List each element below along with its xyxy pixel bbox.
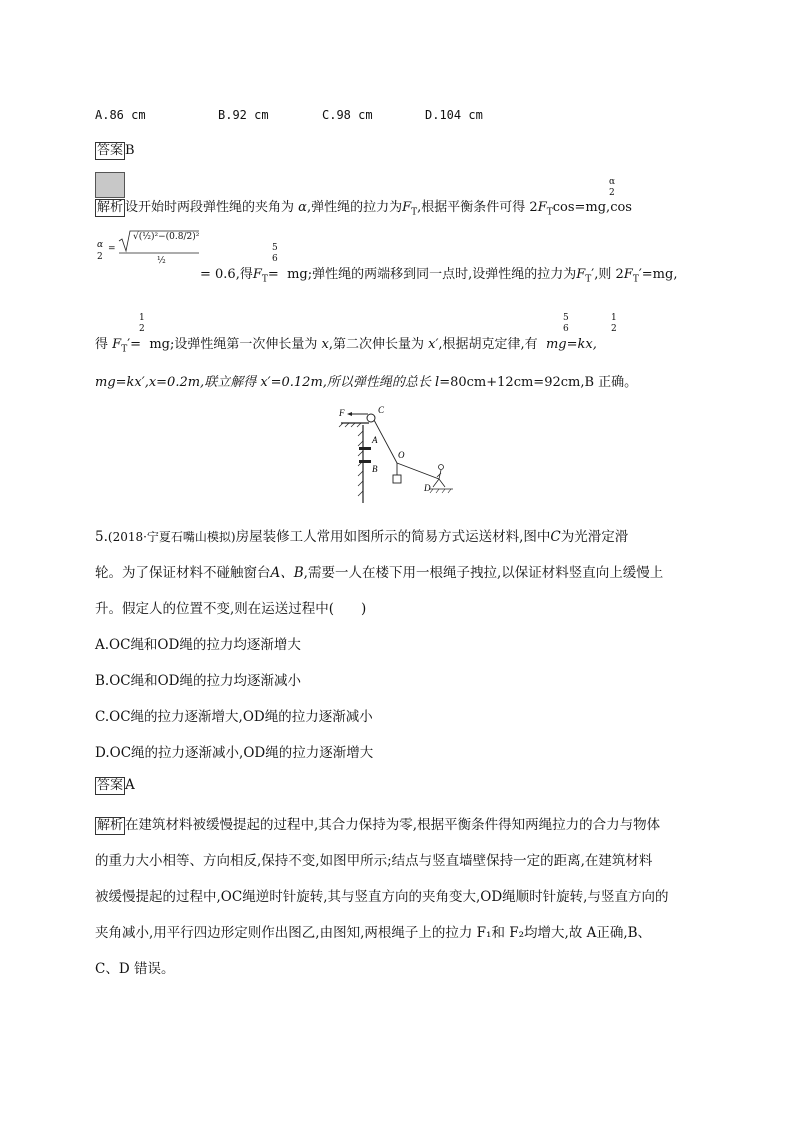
symbol-alpha: α bbox=[298, 200, 307, 215]
symbol-f: F bbox=[402, 200, 412, 215]
frac12b-num: 1 bbox=[611, 313, 617, 323]
analysis-marker bbox=[95, 172, 125, 198]
frac56-num: 5 bbox=[272, 243, 278, 253]
q5-option-b: B.OC绳和OD绳的拉力均逐渐减小 bbox=[95, 673, 301, 689]
q5-analysis-line1 bbox=[95, 813, 660, 835]
text: ,需要一人在楼下用一根绳子拽拉,以保证材料竖直向上缓慢上 bbox=[303, 565, 664, 581]
text: ,根据胡克定律,有 bbox=[438, 337, 538, 352]
text: 轮。为了保证材料不碰触窗台 bbox=[95, 565, 271, 581]
q5-analysis-line3: 被缓慢提起的过程中,OC绳逆时针旋转,其与竖直方向的夹角变大,OD绳顺时针旋转,与竖直方向的 bbox=[95, 889, 669, 905]
symbol-f: F bbox=[252, 267, 262, 282]
symbol-f: F bbox=[623, 267, 633, 282]
symbol-l: l bbox=[435, 375, 440, 390]
q4-option-d: D.104 cm bbox=[425, 108, 483, 122]
symbol-f: F bbox=[576, 267, 586, 282]
symbol-f: F bbox=[112, 337, 122, 352]
text: 房屋装修工人常用如图所示的简易方式运送材料,图中 bbox=[235, 529, 551, 545]
pulley-figure bbox=[335, 403, 465, 503]
symbol-f: F bbox=[537, 200, 547, 215]
frac56b-den: 6 bbox=[563, 324, 569, 334]
q5-analysis-line4: 夹角减小,用平行四边形定则作出图乙,由图知,两根绳子上的拉力 F₁和 F₂均增大,故 A正确,B、 bbox=[95, 925, 652, 941]
sqrt-den: ½ bbox=[157, 256, 166, 266]
symbol-xp: x′ bbox=[428, 337, 439, 352]
q5-option-c: C.OC绳的拉力逐渐增大,OD绳的拉力逐渐减小 bbox=[95, 709, 373, 725]
frac56b-num: 5 bbox=[563, 313, 569, 323]
text: 为光滑定滑 bbox=[560, 529, 629, 545]
q4-option-c: C.98 cm bbox=[322, 108, 373, 122]
q5-option-a: A.OC绳和OD绳的拉力均逐渐增大 bbox=[95, 637, 301, 653]
text: = 0.6,得 bbox=[200, 267, 253, 282]
label-o: O bbox=[398, 450, 405, 460]
q5-answer-value: A bbox=[125, 777, 135, 793]
frac12-den: 2 bbox=[139, 324, 145, 334]
subscript: T bbox=[546, 207, 553, 218]
symbol-c: C bbox=[550, 529, 561, 545]
symbol-ab: A、B bbox=[270, 565, 304, 581]
subscript: T bbox=[632, 274, 639, 285]
label-c: C bbox=[378, 405, 385, 415]
text: mg;设弹性绳第一次伸长量为 bbox=[149, 337, 318, 352]
q5-answer-row bbox=[95, 777, 135, 795]
analysis-tag: 解析 bbox=[97, 818, 124, 833]
question-source: (2018·宁夏石嘴山模拟) bbox=[107, 530, 236, 544]
text: ,第二次伸长量为 bbox=[328, 337, 424, 352]
frac-alpha-den: 2 bbox=[609, 188, 615, 198]
label-b: B bbox=[372, 464, 378, 474]
label-a: A bbox=[372, 435, 378, 445]
text: ,根据平衡条件可得 2 bbox=[417, 200, 538, 215]
frac2-two: 2 bbox=[97, 252, 103, 262]
q5-stem-line3: 升。假定人的位置不变,则在运送过程中( ) bbox=[95, 601, 367, 617]
label-d: D bbox=[424, 483, 431, 493]
q4-option-a: A.86 cm bbox=[95, 108, 146, 122]
q4-analysis-line1 bbox=[95, 196, 632, 218]
frac2-alpha: α bbox=[97, 240, 104, 250]
text: = bbox=[267, 267, 279, 282]
subscript: T bbox=[121, 344, 128, 355]
q4-analysis-line2 bbox=[200, 263, 677, 285]
symbol-x: x bbox=[321, 337, 329, 352]
text: 设开始时两段弹性绳的夹角为 bbox=[125, 200, 295, 215]
label-f: F bbox=[339, 408, 345, 418]
text: ′=mg, bbox=[638, 267, 678, 282]
q4-analysis-line4 bbox=[95, 371, 637, 390]
question-number: 5. bbox=[95, 529, 108, 545]
text: =mg,cos bbox=[574, 200, 632, 215]
answer-tag: 答案 bbox=[97, 143, 124, 158]
frac56-den: 6 bbox=[272, 254, 278, 264]
text: mg;弹性绳的两端移到同一点时,设弹性绳的拉力为 bbox=[287, 267, 577, 282]
frac12-num: 1 bbox=[139, 313, 145, 323]
q4-option-b: B.92 cm bbox=[218, 108, 269, 122]
frac-alpha-num: α bbox=[609, 177, 616, 187]
text: ,弹性绳的拉力为 bbox=[306, 200, 403, 215]
sqrt-text: √(½)²−(0.8/2)² bbox=[133, 232, 200, 242]
frac12b-den: 2 bbox=[611, 324, 617, 334]
q5-stem-line1 bbox=[95, 525, 628, 545]
subscript: T bbox=[261, 274, 268, 285]
q5-analysis-line2: 的重力大小相等、方向相反,保持不变,如图甲所示;结点与竖直墙壁保持一定的距离,在建筑材料 bbox=[95, 853, 653, 869]
equals: = bbox=[108, 244, 116, 254]
text: mg=kx′,x=0.2m,联立解得 x′=0.12m,所以弹性绳的总长 bbox=[95, 375, 431, 390]
subscript: T bbox=[411, 207, 418, 218]
q5-analysis-line5: C、D 错误。 bbox=[95, 961, 175, 977]
q5-stem-line2 bbox=[95, 561, 663, 581]
q4-answer-row bbox=[95, 142, 135, 160]
text: =80cm+12cm=92cm,B 正确。 bbox=[439, 375, 638, 390]
q4-analysis-line3 bbox=[95, 333, 597, 355]
answer-tag: 答案 bbox=[97, 778, 124, 793]
text: mg=kx, bbox=[545, 337, 597, 352]
subscript: T bbox=[585, 274, 592, 285]
text: ′,则 2 bbox=[591, 267, 624, 282]
q4-answer-value: B bbox=[125, 143, 135, 158]
text: 得 bbox=[95, 337, 109, 352]
text: ′= bbox=[127, 337, 142, 352]
text: cos bbox=[552, 200, 575, 215]
q5-option-d: D.OC绳的拉力逐渐减小,OD绳的拉力逐渐增大 bbox=[95, 745, 374, 761]
text: 在建筑材料被缓慢提起的过程中,其合力保持为零,根据平衡条件得知两绳拉力的合力与物体 bbox=[125, 817, 661, 833]
analysis-tag: 解析 bbox=[97, 200, 124, 215]
